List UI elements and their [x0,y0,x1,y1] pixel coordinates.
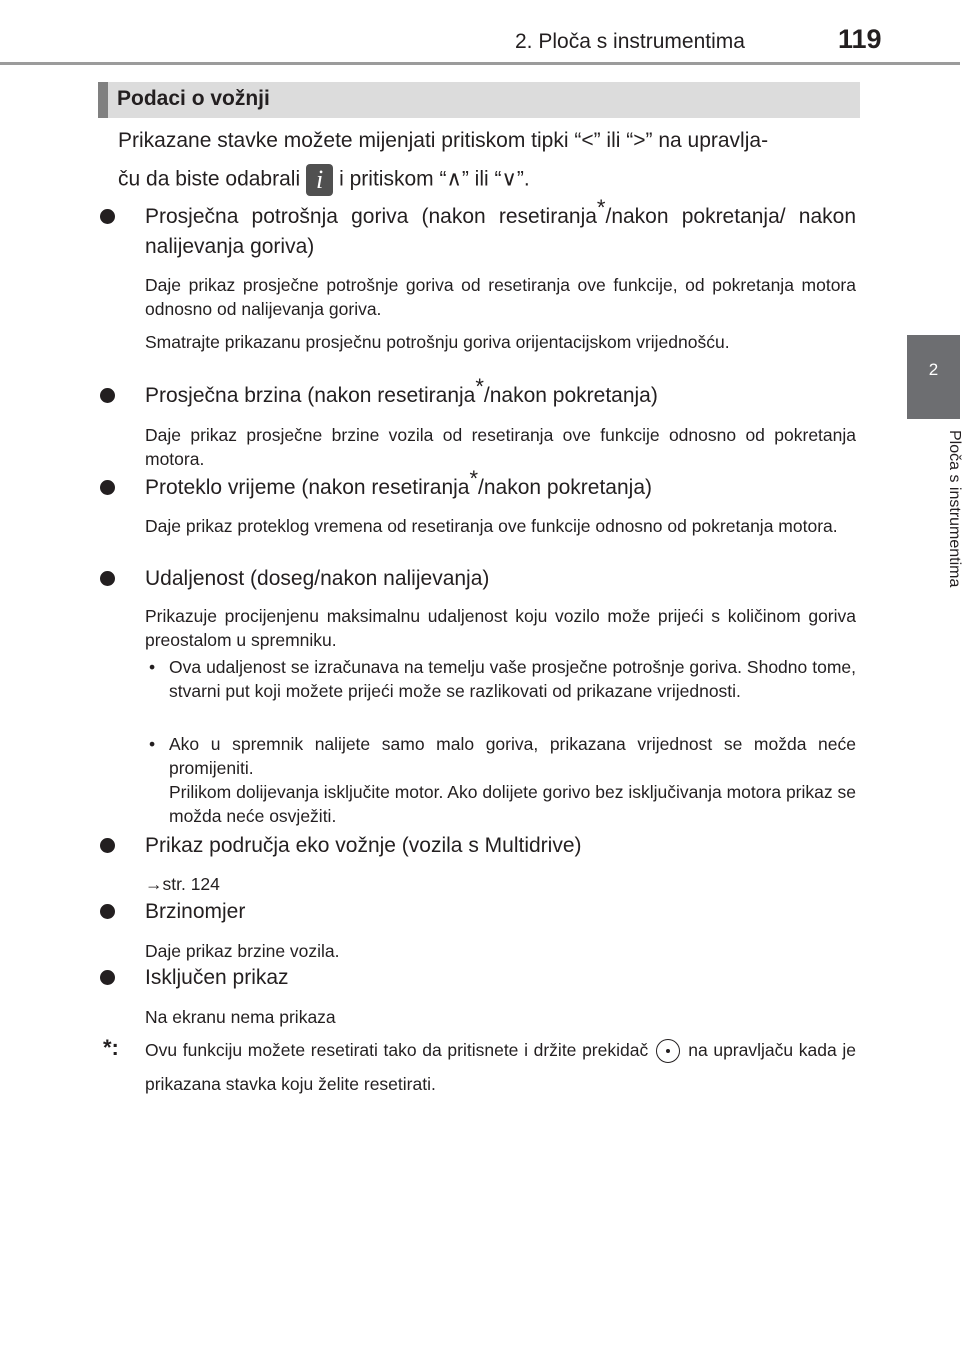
intro-line-2-end: i pritiskom “∧” ili “∨”. [339,167,530,191]
item-body: Daje prikaz prosječne potrošnje goriva od resetiranja ove funkcije, od pokretanja motora odnosno od nalijevanja goriva. [145,275,856,319]
footnote-text-start: Ovu funkciju možete resetirati tako da pritisnete i držite prekidač [145,1040,649,1060]
footnote-mark: *: [103,1035,119,1060]
item-heading-speedometer [100,897,856,927]
item-body: Smatrajte prikazanu prosječnu potrošnju goriva orijentacijskom vrijednošću. [145,332,730,352]
item-body: Daje prikaz brzine vozila. [145,941,340,961]
chapter-tab [907,335,960,419]
heading-text: Prosječna brzina (nakon resetiranja [145,384,476,407]
header-divider [0,62,960,65]
item-body: Daje prikaz prosječne brzine vozila od resetiranja ove funkcije odnosno od pokretanja motora. [145,425,856,469]
info-icon: i [306,164,333,196]
page-reference-link[interactable]: →str. 124 [145,874,220,894]
footnote-star: * [475,374,484,399]
footnote-text-end: na upravljaču kada je prikazana stavka koju želite resetirati. [145,1040,856,1094]
heading-text: /nakon pokretanja) [483,384,658,407]
item-body: Na ekranu nema prikaza [145,1007,336,1027]
bullet-icon [100,970,115,985]
item-heading-distance [100,564,856,594]
intro-line-2-start: ču da biste odabrali [118,167,301,191]
intro-paragraph [118,126,856,196]
heading-text: Prikaz područja eko vožnje (vozila s Multidrive) [145,834,582,857]
section-heading-accent [98,82,108,118]
heading-text: /nakon pokretanja/ nakon nalijevanja goriva) [145,205,856,258]
page-number: 119 [838,24,882,54]
bullet-icon [100,388,115,403]
chapter-title: 2. Ploča s instrumentima [515,30,745,53]
heading-text: Isključen prikaz [145,966,289,989]
footnote [103,1033,856,1101]
bullet-icon [100,904,115,919]
item-body: Daje prikaz proteklog vremena od resetiranja ove funkcije odnosno od pokretanja motora. [145,516,838,536]
bullet-icon [100,571,115,586]
chapter-tab-label: Ploča s instrumentima [946,430,963,588]
bullet-icon [100,209,115,224]
section-title: Podaci o vožnji [117,87,270,110]
note-continuation: Prilikom dolijevanja isključite motor. Ako dolijete gorivo bez isključivanja motora prikaz se možda neće osvježiti. [169,782,856,826]
bullet-icon [100,480,115,495]
bullet-dot: • [149,734,156,754]
bullet-dot: • [149,657,156,677]
bullet-icon [100,838,115,853]
item-heading-elapsed-time [100,466,856,503]
section-heading-bar [98,82,860,118]
chapter-tab-number: 2 [928,360,939,379]
item-heading-avg-speed [100,374,856,411]
item-heading-display-off [100,963,856,993]
item-body: Prikazuje procijenjenu maksimalnu udaljenost koju vozilo može prijeći s količinom goriva preostalom u spremniku. [145,606,856,650]
note-bullet: • Ova udaljenost se izračunava na temelju vaše prosječne potrošnje goriva. Shodno tome, stvarni put koji možete prijeći može se razlikovati od prikazane vrijednosti. [149,657,856,701]
footnote-star: * [596,195,606,220]
heading-text: Udaljenost (doseg/nakon nalijevanja) [145,567,490,590]
heading-text: /nakon pokretanja) [478,476,652,499]
footnote-star: * [469,466,479,491]
heading-text: Proteklo vrijeme (nakon resetiranja [145,476,470,499]
heading-text: Brzinomjer [145,900,246,923]
heading-text: Prosječna potrošnja goriva (nakon resetiranja [145,205,597,228]
enter-switch-icon [656,1039,680,1063]
item-heading-avg-fuel [100,195,856,262]
intro-line-2 [118,164,856,196]
intro-line-1: Prikazane stavke možete mijenjati pritiskom tipki “<” ili “>” na upravlja- [118,129,769,152]
note-bullet: • Ako u spremnik nalijete samo malo goriva, prikazana vrijednost se možda neće promijeniti. [149,734,856,778]
item-heading-eco-zone [100,831,856,861]
